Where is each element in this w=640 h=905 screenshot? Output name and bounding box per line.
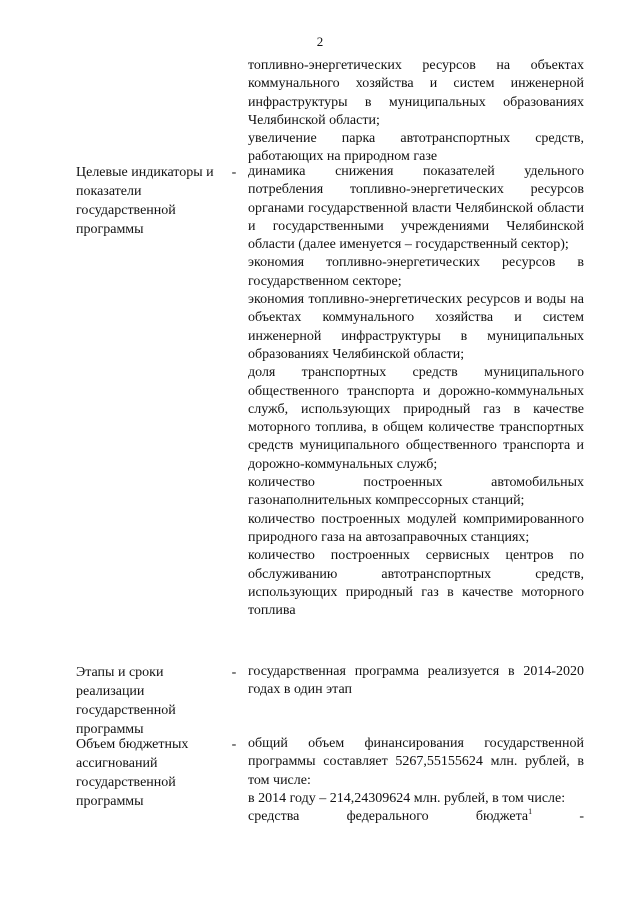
paragraph: доля транспортных средств муниципального общественного транспорта и дорожно-коммунальных служб, использующих природный газ в качестве моторного топлива, в общем количестве транспортных средств муниципального общественного транспорта и дорожно-коммунальных служб; [248, 365, 584, 472]
paragraph: динамика снижения показателей удельного потребления топливно-энергетических ресурсов органами государственной власти Челябинской области и государственными учреждениями Челябинской области (далее именуется – государственный сектор); [248, 164, 584, 253]
paragraph: в 2014 году – 214,24309624 млн. рублей, в том числе: [248, 790, 566, 806]
paragraph: количество построенных автомобильных газонаполнительных компрессорных станций; [248, 475, 584, 509]
paragraph: топливно-энергетических ресурсов на объектах коммунального хозяйства и систем инженерной инфраструктуры в муниципальных образованиях Челябинской области; [248, 58, 584, 128]
paragraph: государственная программа реализуется в 2014-2020 годах в один этап [248, 664, 584, 698]
budget-line-text: средства федерального бюджета [248, 809, 529, 825]
paragraph: увеличение парка автотранспортных средств, работающих на природном газе [248, 131, 584, 165]
paragraph: количество построенных сервисных центров по обслуживанию автотранспортных средств, использующих природный газ в качестве моторного топлива [248, 548, 584, 619]
label-dash: - [231, 165, 237, 180]
paragraph: общий объем финансирования государственной программы составляет 5267,55155624 млн. рублей, в том числе: [248, 736, 584, 788]
section-text [248, 57, 584, 167]
label-dash: - [231, 737, 237, 752]
label-dash: - [231, 665, 237, 680]
section-label: Целевые индикаторы и показатели государственной программы [76, 165, 214, 237]
section-text [248, 663, 584, 700]
page-number: 2 [316, 34, 324, 49]
section-label: Этапы и сроки реализации государственной программы [76, 665, 176, 737]
section-label: Объем бюджетных ассигнований государственной программы [76, 737, 189, 809]
paragraph: экономия топливно-энергетических ресурсов в государственном секторе; [248, 255, 584, 289]
section-text [248, 735, 584, 826]
budget-line [248, 808, 584, 826]
section-text [248, 163, 584, 620]
paragraph: экономия топливно-энергетических ресурсов и воды на объектах коммунального хозяйства и систем инженерной инфраструктуры в муниципальных образованиях Челябинской области; [248, 292, 584, 362]
budget-line-dash: - [579, 809, 584, 825]
paragraph: количество построенных модулей компримированного природного газа на автозаправочных станциях; [248, 511, 584, 545]
footnote-mark: 1 [528, 807, 533, 817]
